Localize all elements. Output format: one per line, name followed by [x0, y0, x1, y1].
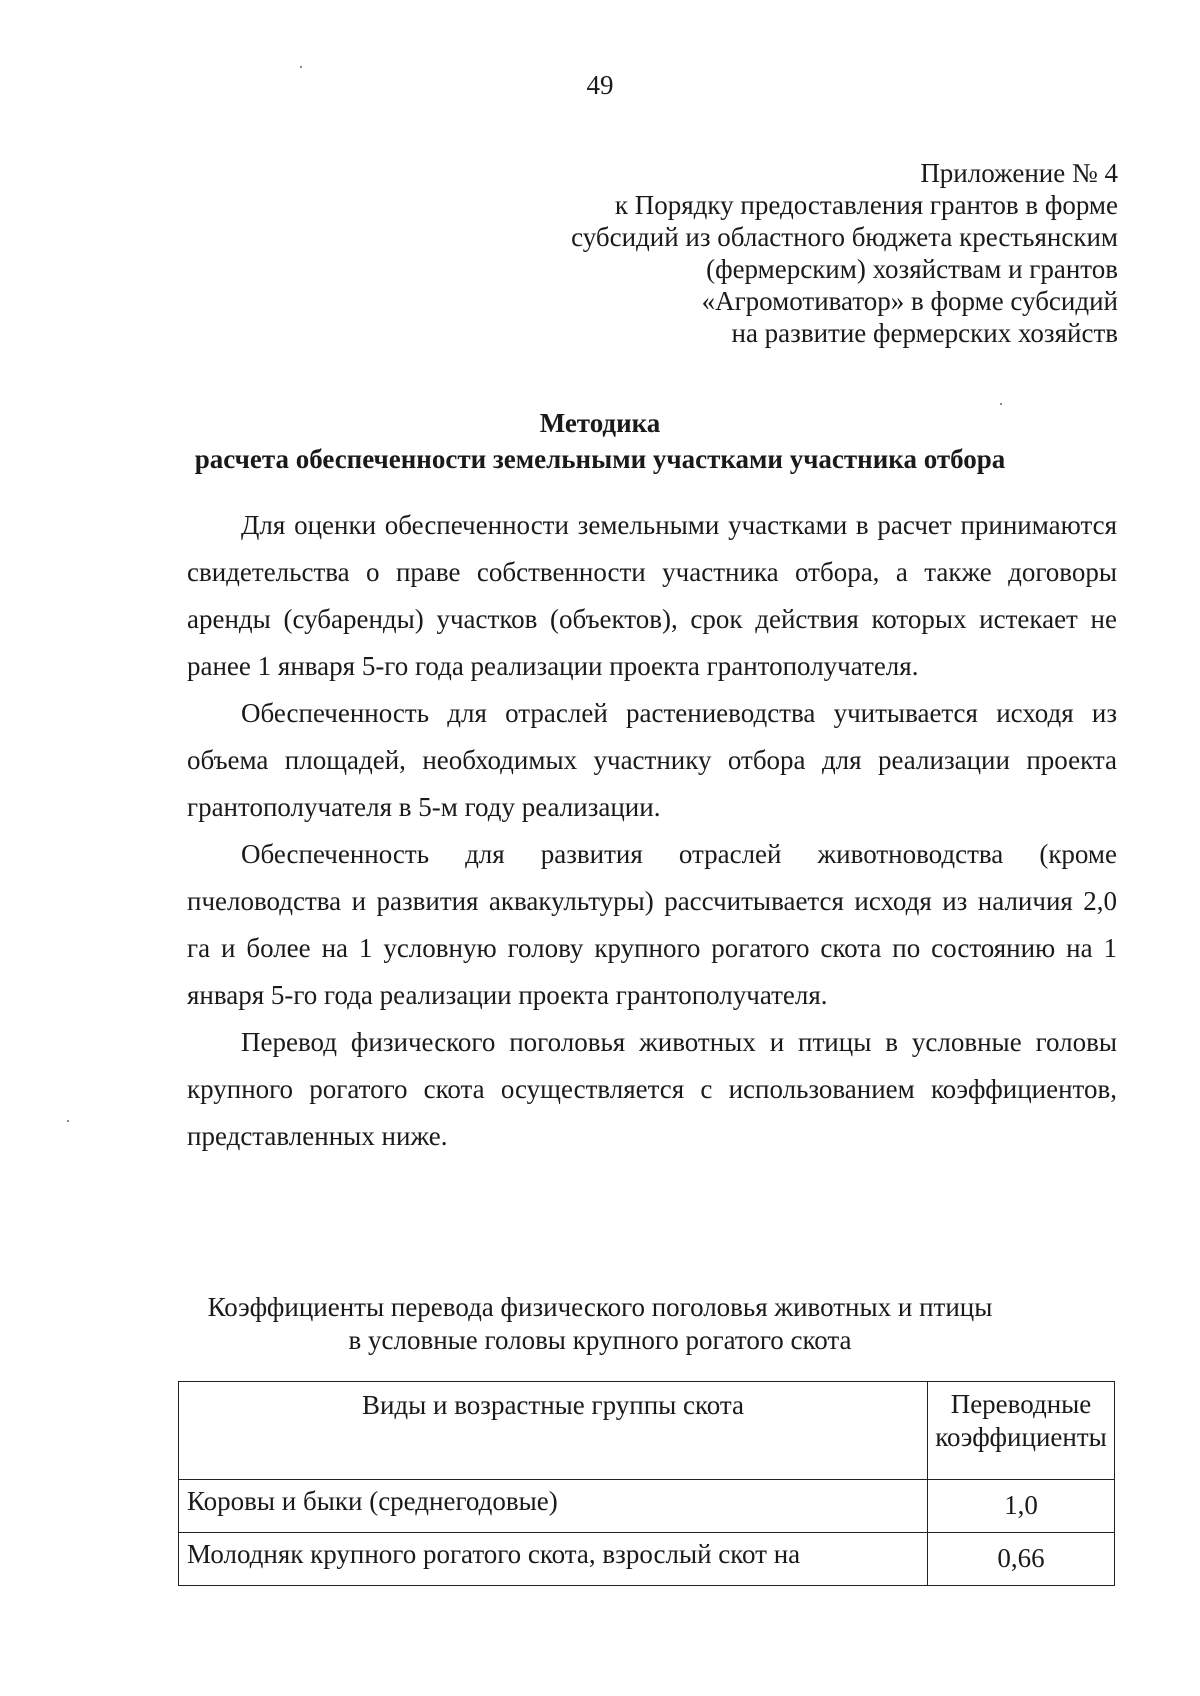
paragraph: Обеспеченность для отраслей растениеводства учитывается исходя из объема площадей, необходимых участнику отбора для реализации проекта грантополучателя в 5-м году реализации. — [187, 698, 1117, 822]
coefficients-table — [178, 1381, 1115, 1586]
paragraph: Для оценки обеспеченности земельными участками в расчет принимаются свидетельства о праве собственности участника отбора, а также договоры аренды (субаренды) участков (объектов), срок действия которых истекает не ранее 1 января 5-го года реализации проекта грантополучателя. — [187, 510, 1117, 681]
table-caption — [0, 1291, 1200, 1357]
annex-line: «Агромотиватор» в форме субсидий — [701, 286, 1118, 316]
annex-line: на развитие фермерских хозяйств — [731, 318, 1118, 348]
body-text — [187, 502, 1117, 1160]
row-species: Коровы и быки (среднегодовые) — [179, 1480, 928, 1533]
annex-line: Приложение № 4 — [920, 158, 1118, 188]
title-line-2: расчета обеспеченности земельными участками участника отбора — [194, 444, 1006, 474]
title-line-1: Методика — [539, 408, 661, 438]
scan-speck — [1000, 403, 1002, 405]
document-title — [0, 405, 1200, 477]
header-species: Виды и возрастные группы скота — [179, 1382, 928, 1480]
table-header-row — [179, 1382, 1115, 1480]
row-species: Молодняк крупного рогатого скота, взрослый скот на — [179, 1533, 928, 1586]
annex-line: к Порядку предоставления грантов в форме — [614, 190, 1118, 220]
paragraph: Перевод физического поголовья животных и птицы в условные головы крупного рогатого скота осуществляется с использованием коэффициентов, представленных ниже. — [187, 1027, 1117, 1151]
table-caption-line-1: Коэффициенты перевода физического поголовья животных и птицы — [207, 1292, 993, 1322]
row-coefficient: 0,66 — [928, 1533, 1115, 1586]
annex-header — [571, 157, 1118, 349]
header-coefficients — [928, 1382, 1115, 1480]
annex-line: субсидий из областного бюджета крестьянским — [571, 222, 1118, 252]
paragraph: Обеспеченность для развития отраслей животноводства (кроме пчеловодства и развития аквакультуры) рассчитывается исходя из наличия 2,0 га и более на 1 условную голову крупного рогатого скота по состоянию на 1 января 5-го года реализации проекта грантополучателя. — [187, 839, 1117, 1010]
table-caption-line-2: в условные головы крупного рогатого скота — [348, 1325, 852, 1355]
header-coefficients-line-1: Переводные — [950, 1389, 1092, 1419]
annex-line: (фермерским) хозяйствам и грантов — [706, 254, 1118, 284]
table-row — [179, 1480, 1115, 1533]
header-coefficients-line-2: коэффициенты — [935, 1422, 1107, 1452]
scan-speck — [300, 66, 302, 68]
row-coefficient: 1,0 — [928, 1480, 1115, 1533]
scan-speck — [67, 1120, 69, 1122]
page-number: 49 — [586, 70, 614, 100]
table-row — [179, 1533, 1115, 1586]
